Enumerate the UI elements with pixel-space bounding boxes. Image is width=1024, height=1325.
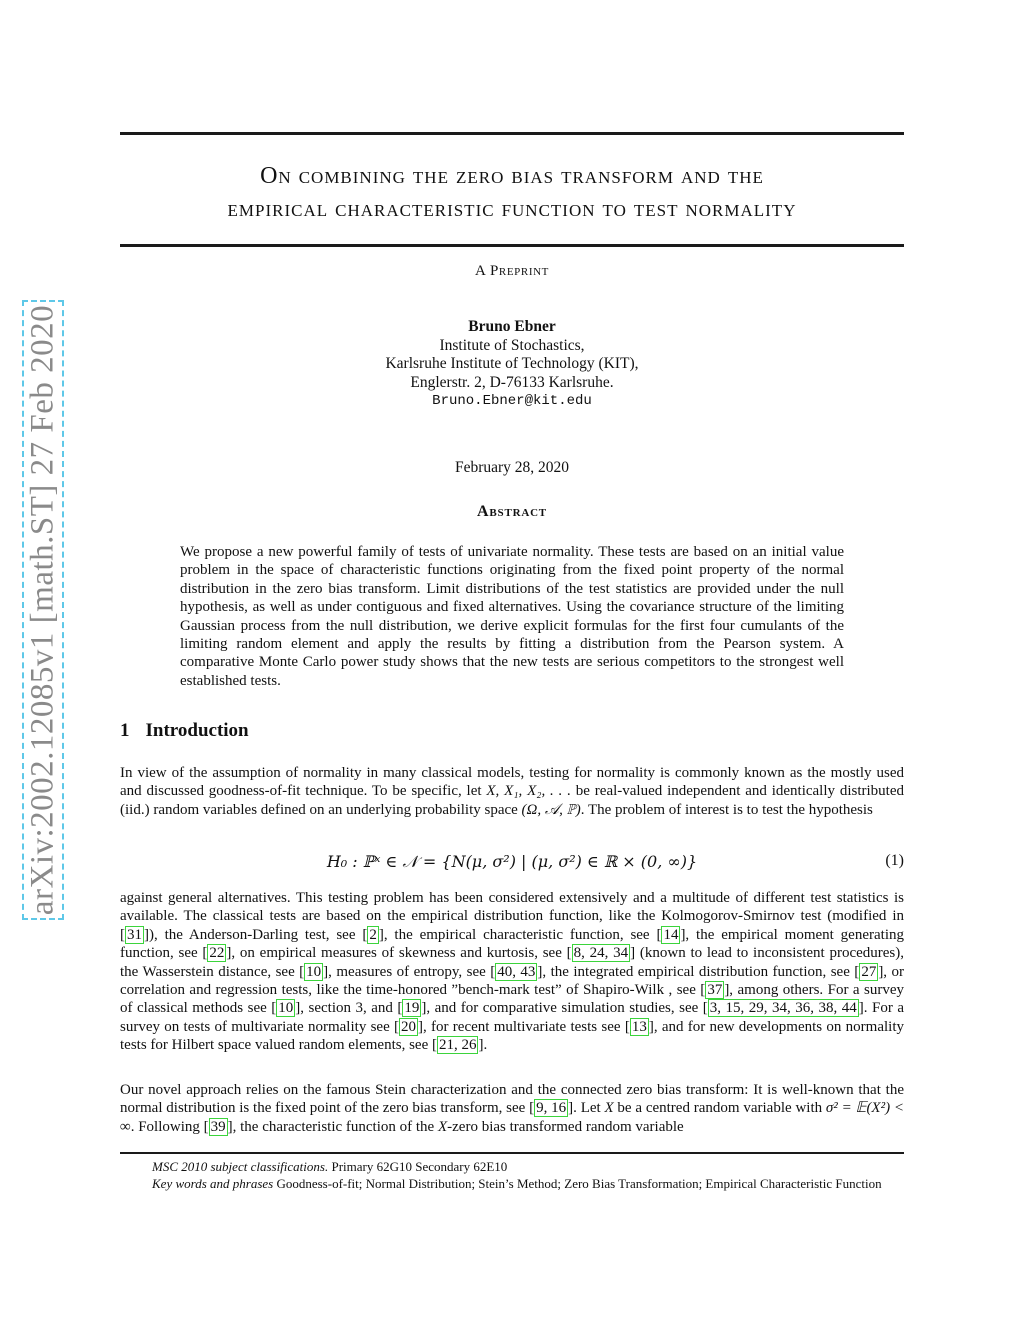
author-address: Englerstr. 2, D-76133 Karlsruhe. xyxy=(410,373,614,391)
author-affiliation-2: Karlsruhe Institute of Technology (KIT), xyxy=(385,355,639,372)
section-number: 1 xyxy=(120,720,130,741)
citation-link[interactable]: 37 xyxy=(707,982,723,999)
intro-paragraph-1: In view of the assumption of normality in many classical models, testing for normality is commonly known as the mostly used and discussed goodness-of-fit technique. To be specific, let X, X₁, X₂, . . . be real-valued independent and identically distributed (iid.) random variables defined on an underlying probability space (Ω, 𝒜, ℙ). The problem of interest is to test the hypothesis xyxy=(120,765,904,818)
citation-link[interactable]: 10 xyxy=(306,963,322,980)
inline-math: X xyxy=(437,1118,448,1135)
abstract-heading: Abstract xyxy=(477,503,547,520)
citation-link[interactable]: 2 xyxy=(369,926,377,943)
arxiv-identifier-stamp[interactable] xyxy=(22,300,64,920)
citation-link[interactable]: 22 xyxy=(209,945,225,962)
citation-link[interactable]: 20 xyxy=(401,1018,417,1035)
citation-link[interactable]: 19 xyxy=(404,1000,420,1017)
citation-link[interactable]: 40, 43 xyxy=(497,963,536,980)
paper-date: February 28, 2020 xyxy=(454,459,570,476)
inline-math: σ² = 𝔼(X²) < ∞ xyxy=(120,1100,905,1135)
equation-number: (1) xyxy=(885,852,904,869)
citation-link[interactable]: 31 xyxy=(127,926,142,943)
citation-link[interactable]: 39 xyxy=(210,1118,226,1135)
footnote-msc-text: Primary 62G10 Secondary 62E10 xyxy=(328,1159,508,1174)
inline-math: (Ω, 𝒜, ℙ) xyxy=(521,801,581,818)
title-bottom-rule xyxy=(120,244,904,247)
citation-link[interactable]: 9, 16 xyxy=(536,1100,567,1117)
citation-link[interactable]: 14 xyxy=(663,926,679,943)
section-heading-introduction xyxy=(120,720,249,742)
footnote-msc-label: MSC 2010 subject classifications. xyxy=(152,1159,329,1174)
footnote-msc xyxy=(120,1158,904,1175)
author-name: Bruno Ebner xyxy=(468,318,556,335)
author-affiliation-1: Institute of Stochastics, xyxy=(439,336,585,354)
footnote-keywords-label: Key words and phrases xyxy=(152,1176,274,1191)
citation-link[interactable]: 21, 26 xyxy=(438,1037,477,1054)
footnote-rule xyxy=(120,1152,904,1154)
footnote-keywords xyxy=(120,1175,904,1192)
citation-link[interactable]: 13 xyxy=(631,1018,647,1035)
intro-paragraph-3: Our novel approach relies on the famous Stein characterization and the connected zero bias transform: It is well-known that the normal distribution is the fixed point of the zero bias transform, see [ 9, 16 ]. Let X be a centred random variable with σ² = 𝔼(X²) < ∞. Following [ 39 ], the characteristic function of the X-zero bias transformed random variable xyxy=(120,1082,905,1135)
citation-link[interactable]: 10 xyxy=(278,1000,294,1017)
paper-title-line-2: empirical characteristic function to test normality xyxy=(227,196,797,222)
citation-link[interactable]: 3, 15, 29, 34, 36, 38, 44 xyxy=(709,1000,857,1017)
citation-link[interactable]: 8, 24, 34 xyxy=(573,945,629,962)
arxiv-identifier-text: arXiv:2002.12085v1 [math.ST] 27 Feb 2020 xyxy=(24,304,61,916)
inline-math: X xyxy=(604,1100,614,1117)
abstract-text: We propose a new powerful family of tests of univariate normality. These tests are based on an initial value problem in the space of characteristic functions originating from the fixed point property of the normal distribution in the zero bias transform. Limit distributions of the test statistics are provided under the null hypothesis, as well as under contiguous and fixed alternatives. Using the covariance structure of the limiting Gaussian process from the null distribution, we derive explicit formulas for the first four cumulants of the limiting random element and apply the results by fitting a distribution from the Pearson system. A comparative Monte Carlo power study shows that the new tests are serious competitors to the strongest well established tests. xyxy=(180,544,844,689)
equation-expression: H₀ : ℙˣ ∈ 𝒩 = {N(μ, σ²) | (μ, σ²) ∈ ℝ × (0, ∞)} xyxy=(326,852,698,871)
citation-link[interactable]: 27 xyxy=(861,963,877,980)
title-top-rule xyxy=(120,132,904,135)
author-email[interactable]: Bruno.Ebner@kit.edu xyxy=(432,393,592,409)
footnote-keywords-text: Goodness-of-fit; Normal Distribution; Stein’s Method; Zero Bias Transformation; Empirical Characteristic Function xyxy=(273,1176,882,1191)
author-block xyxy=(120,318,904,411)
paper-title-line-1: On combining the zero bias transform and the xyxy=(260,163,764,189)
preprint-label: A Preprint xyxy=(475,263,549,279)
equation-1 xyxy=(120,852,904,872)
section-title: Introduction xyxy=(145,720,249,741)
inline-math: X, X₁, X₂, . . . xyxy=(486,783,571,800)
intro-paragraph-2: against general alternatives. This testing problem has been considered extensively and a multitude of different test statistics is available. The classical tests are based on the empirical distribution function, like the Kolmogorov-Smirnov test (modified in [ 31 ]), the Anderson-Darling test, see [ 2 ], the empirical characteristic function, see [ 14 ], the empirical moment generating function, see [ 22 ], on empirical measures of skewness and kurtosis, see [ 8, 24, 34 ] (known to lead to inconsistent procedures), the Wasserstein distance, see [ 10 ], measures of entropy, see [ 40, 43 ], the integrated empirical distribution function, see [ 27 ], or correlation and regression tests, like the time-honored ”bench-mark test” of Shapiro-Wilk , see [ 37 ], among others. For a survey of classical methods see [ 10 ], section 3, and [ 19 ], and for comparative simulation studies, see [ 3, 15, 29, 34, 36, 38, 44 ]. For a survey on tests of multivariate normality see [ 20 ], for recent multivariate tests see [ 13 ], and for new developments on normality tests for Hilbert space valued random elements, see [ 21, 26 ]. xyxy=(120,890,905,1054)
